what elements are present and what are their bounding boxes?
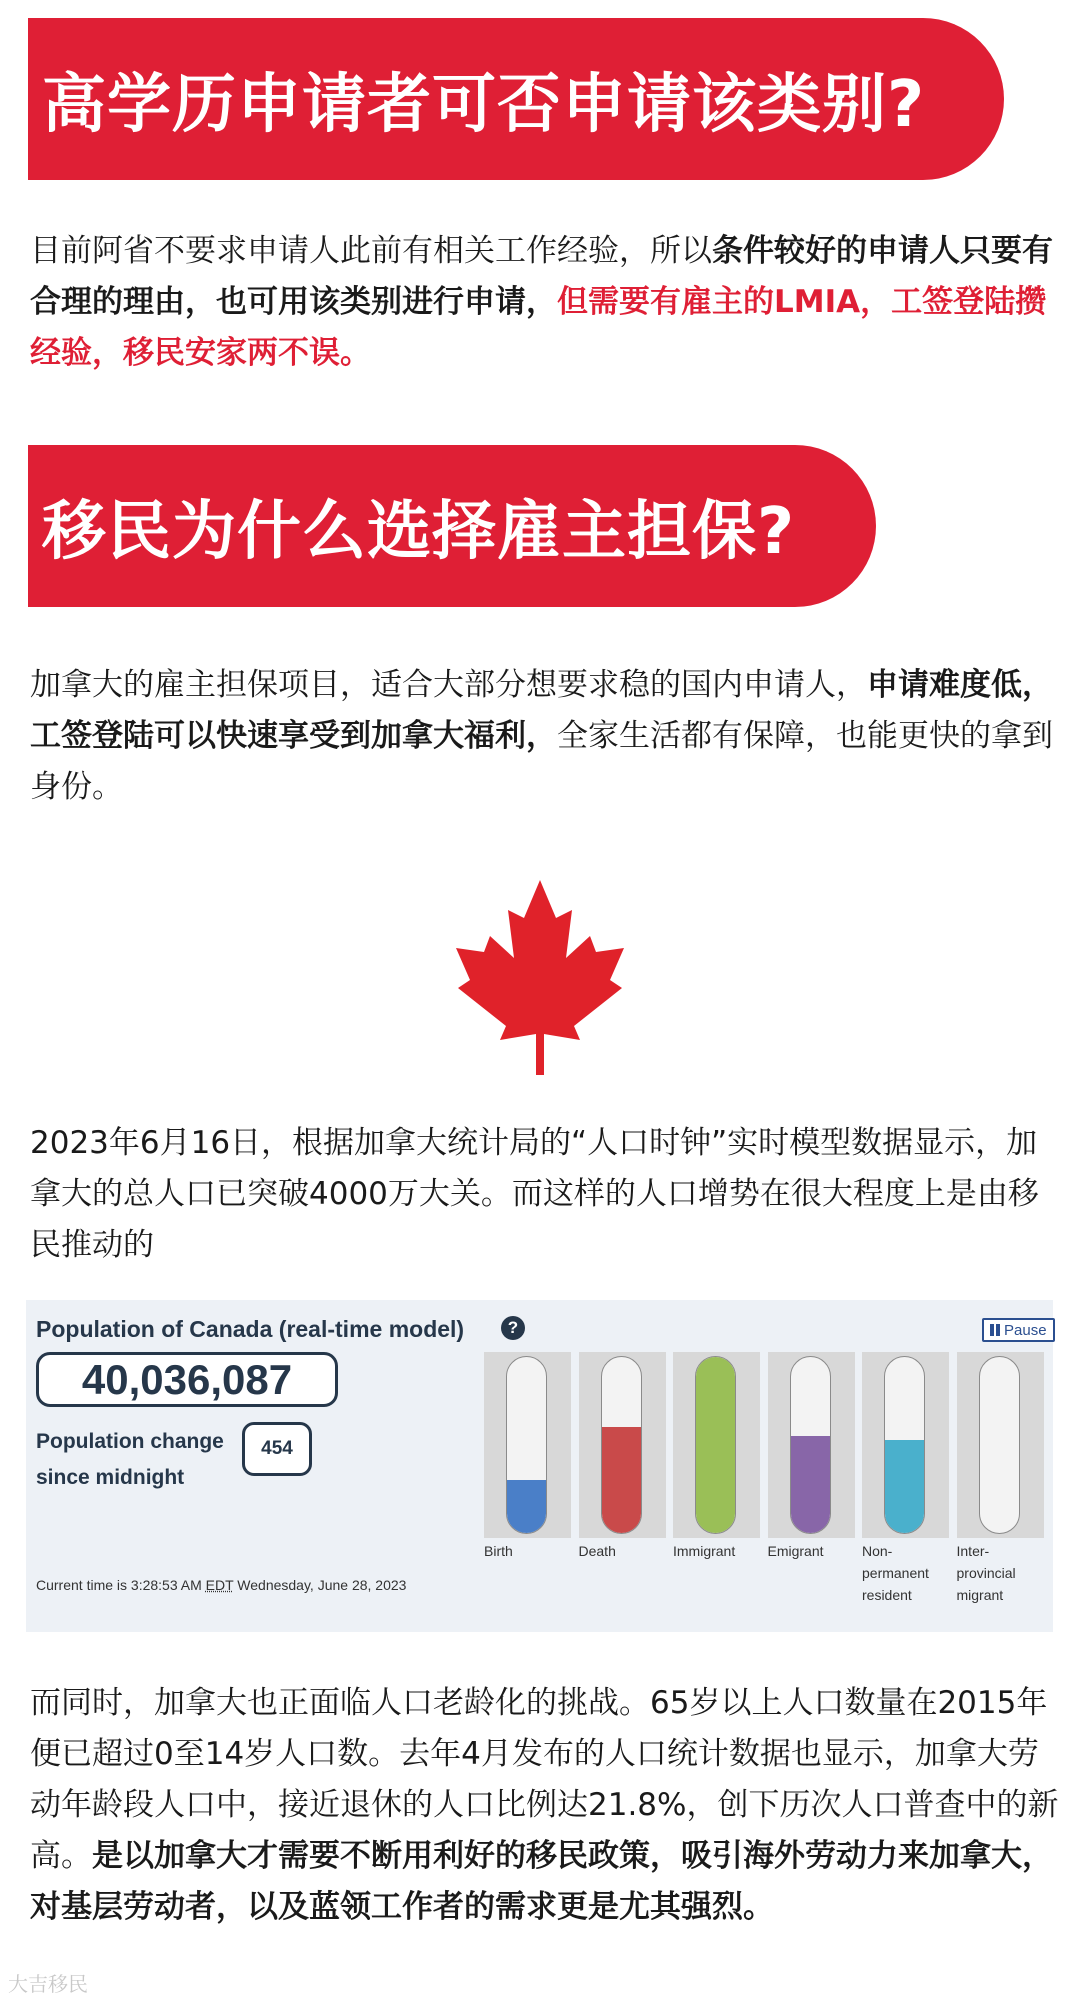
gauge-tube [979, 1356, 1020, 1534]
watermark: 大吉移民 [8, 1972, 88, 1996]
paragraph-red-text: 但需要有雇主的LMIA，工签登陆攒经验，移民安家两不误。 [30, 284, 1047, 371]
time-suffix: Wednesday, June 28, 2023 [233, 1577, 407, 1593]
gauge-tube [884, 1356, 925, 1534]
section-banner-high-education [28, 18, 1004, 180]
population-clock-widget [26, 1300, 1053, 1632]
time-prefix: Current time is 3:28:53 AM [36, 1577, 206, 1593]
paragraph-text: 目前阿省不要求申请人此前有相关工作经验，所以 [30, 233, 712, 269]
gauge-background [673, 1352, 760, 1538]
maple-leaf-icon [456, 880, 624, 1075]
gauge-label: Immigrant [673, 1543, 736, 1559]
gauge-fill [791, 1436, 830, 1533]
gauge-label: Non-permanent resident [862, 1543, 929, 1603]
gauge-non-permanent-resident [862, 1352, 949, 1606]
gauge-label: Birth [484, 1543, 513, 1559]
gauge-label: Death [578, 1543, 616, 1559]
gauge-inter-provincial-migrant [957, 1352, 1044, 1606]
paragraph-bold-text: 申请难度低，工签登陆可以快速享受到加拿大福利， [30, 667, 1053, 754]
gauge-death [579, 1352, 666, 1562]
gauge-background [579, 1352, 666, 1538]
section-banner-why-employer [28, 445, 876, 607]
paragraph-employer-sponsorship [30, 660, 1060, 813]
pause-button[interactable] [982, 1318, 1055, 1342]
gauge-emigrant [768, 1352, 855, 1562]
widget-title: Population of Canada (real-time model) [36, 1316, 465, 1342]
change-label: Population change since midnight [36, 1430, 224, 1489]
banner-title: 高学历申请者可否申请该类别? [42, 68, 926, 142]
gauge-fill [507, 1480, 546, 1533]
change-value: 454 [242, 1422, 312, 1476]
gauge-tube [790, 1356, 831, 1534]
gauge-tube [695, 1356, 736, 1534]
gauge-background [862, 1352, 949, 1538]
paragraph-text: 全家生活都有保障，也能更快的拿到身份。 [30, 718, 1053, 805]
paragraph-bold-text: 条件较好的申请人只要有合理的理由，也可用该类别进行申请， [30, 233, 1053, 320]
time-zone: EDT [205, 1577, 234, 1593]
gauge-fill [602, 1427, 641, 1533]
gauge-background [484, 1352, 571, 1538]
banner-title: 移民为什么选择雇主担保? [42, 495, 796, 569]
current-time [36, 1568, 426, 1602]
gauge-label: Emigrant [767, 1543, 824, 1559]
paragraph-bold-text: 是以加拿大才需要不断用利好的移民政策，吸引海外劳动力来加拿大，对基层劳动者，以及蓝领工作者的需求更是尤其强烈。 [30, 1838, 1053, 1925]
gauge-tube [506, 1356, 547, 1534]
paragraph-aging-population [30, 1678, 1060, 1933]
gauge-tube [601, 1356, 642, 1534]
gauge-immigrant [673, 1352, 760, 1562]
pause-label: Pause [1004, 1321, 1047, 1339]
gauge-background [768, 1352, 855, 1538]
pause-icon [990, 1324, 1000, 1336]
gauge-label: Inter-provincial migrant [956, 1543, 1016, 1603]
gauge-birth [484, 1352, 571, 1562]
population-total: 40,036,087 [36, 1352, 338, 1407]
gauge-fill [885, 1440, 924, 1533]
paragraph-text: 加拿大的雇主担保项目，适合大部分想要求稳的国内申请人， [30, 667, 867, 703]
gauge-fill [696, 1357, 735, 1533]
help-icon[interactable]: ? [501, 1316, 525, 1340]
paragraph-population-clock: 2023年6月16日，根据加拿大统计局的“人口时钟”实时模型数据显示，加拿大的总人口已突破4000万大关。而这样的人口增势在很大程度上是由移民推动的 [30, 1125, 1039, 1263]
gauge-background [957, 1352, 1044, 1538]
paragraph-text: 而同时，加拿大也正面临人口老龄化的挑战。65岁以上人口数量在2015年便已超过0至14岁人口数。去年4月发布的人口统计数据也显示，加拿大劳动年龄段人口中，接近退休的人口比例达21.8%，创下历次人口普查中的新高。 [30, 1685, 1059, 1874]
paragraph-work-experience [30, 226, 1060, 379]
